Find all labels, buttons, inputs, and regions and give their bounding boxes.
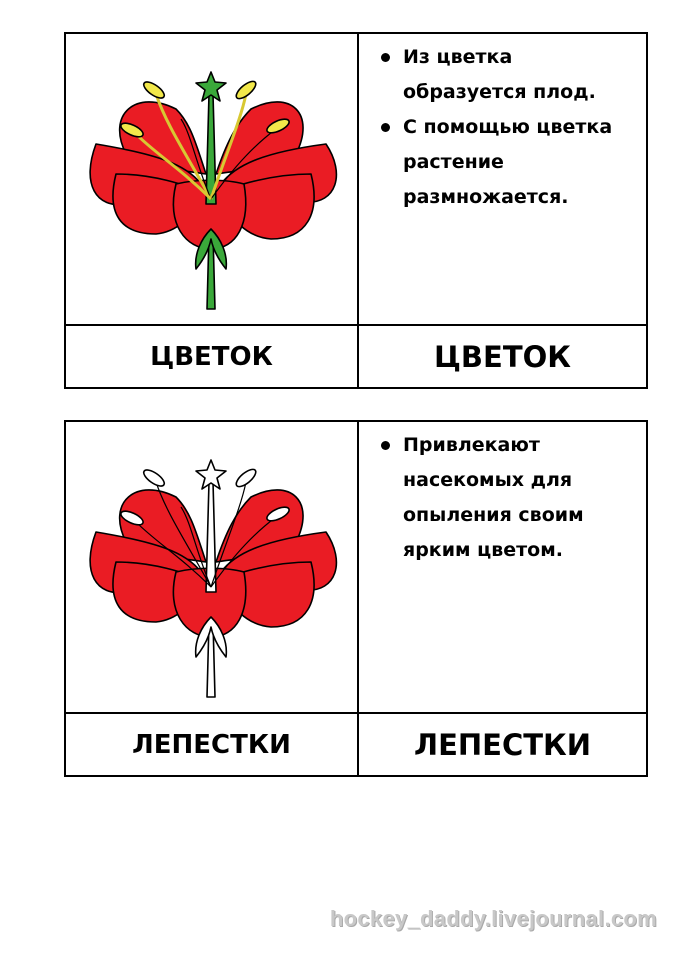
lily-petals-icon	[66, 422, 357, 712]
watermark: hockey_daddy.livejournal.com	[329, 906, 657, 931]
description	[359, 422, 646, 712]
petals-picture	[66, 422, 357, 712]
list-item: Привлекают насекомых для опыления своим ярким цветом.	[379, 428, 634, 568]
card-flower	[64, 32, 648, 389]
picture-label: ЛЕПЕСТКИ	[132, 729, 291, 760]
flower-picture	[66, 34, 357, 324]
bullet-icon	[381, 123, 390, 132]
lily-flower-icon	[66, 34, 357, 324]
bullet-icon	[381, 53, 390, 62]
description	[359, 34, 646, 324]
text-label: ЦВЕТОК	[434, 339, 571, 374]
list-item: С помощью цветка растение размножается.	[379, 110, 634, 215]
card-petals	[64, 420, 648, 777]
bullet-icon	[381, 441, 390, 450]
bullet-list	[379, 40, 634, 215]
picture-label: ЦВЕТОК	[150, 341, 273, 372]
text-label: ЛЕПЕСТКИ	[413, 727, 592, 762]
list-item: Из цветка образуется плод.	[379, 40, 634, 110]
bullet-list	[379, 428, 634, 568]
